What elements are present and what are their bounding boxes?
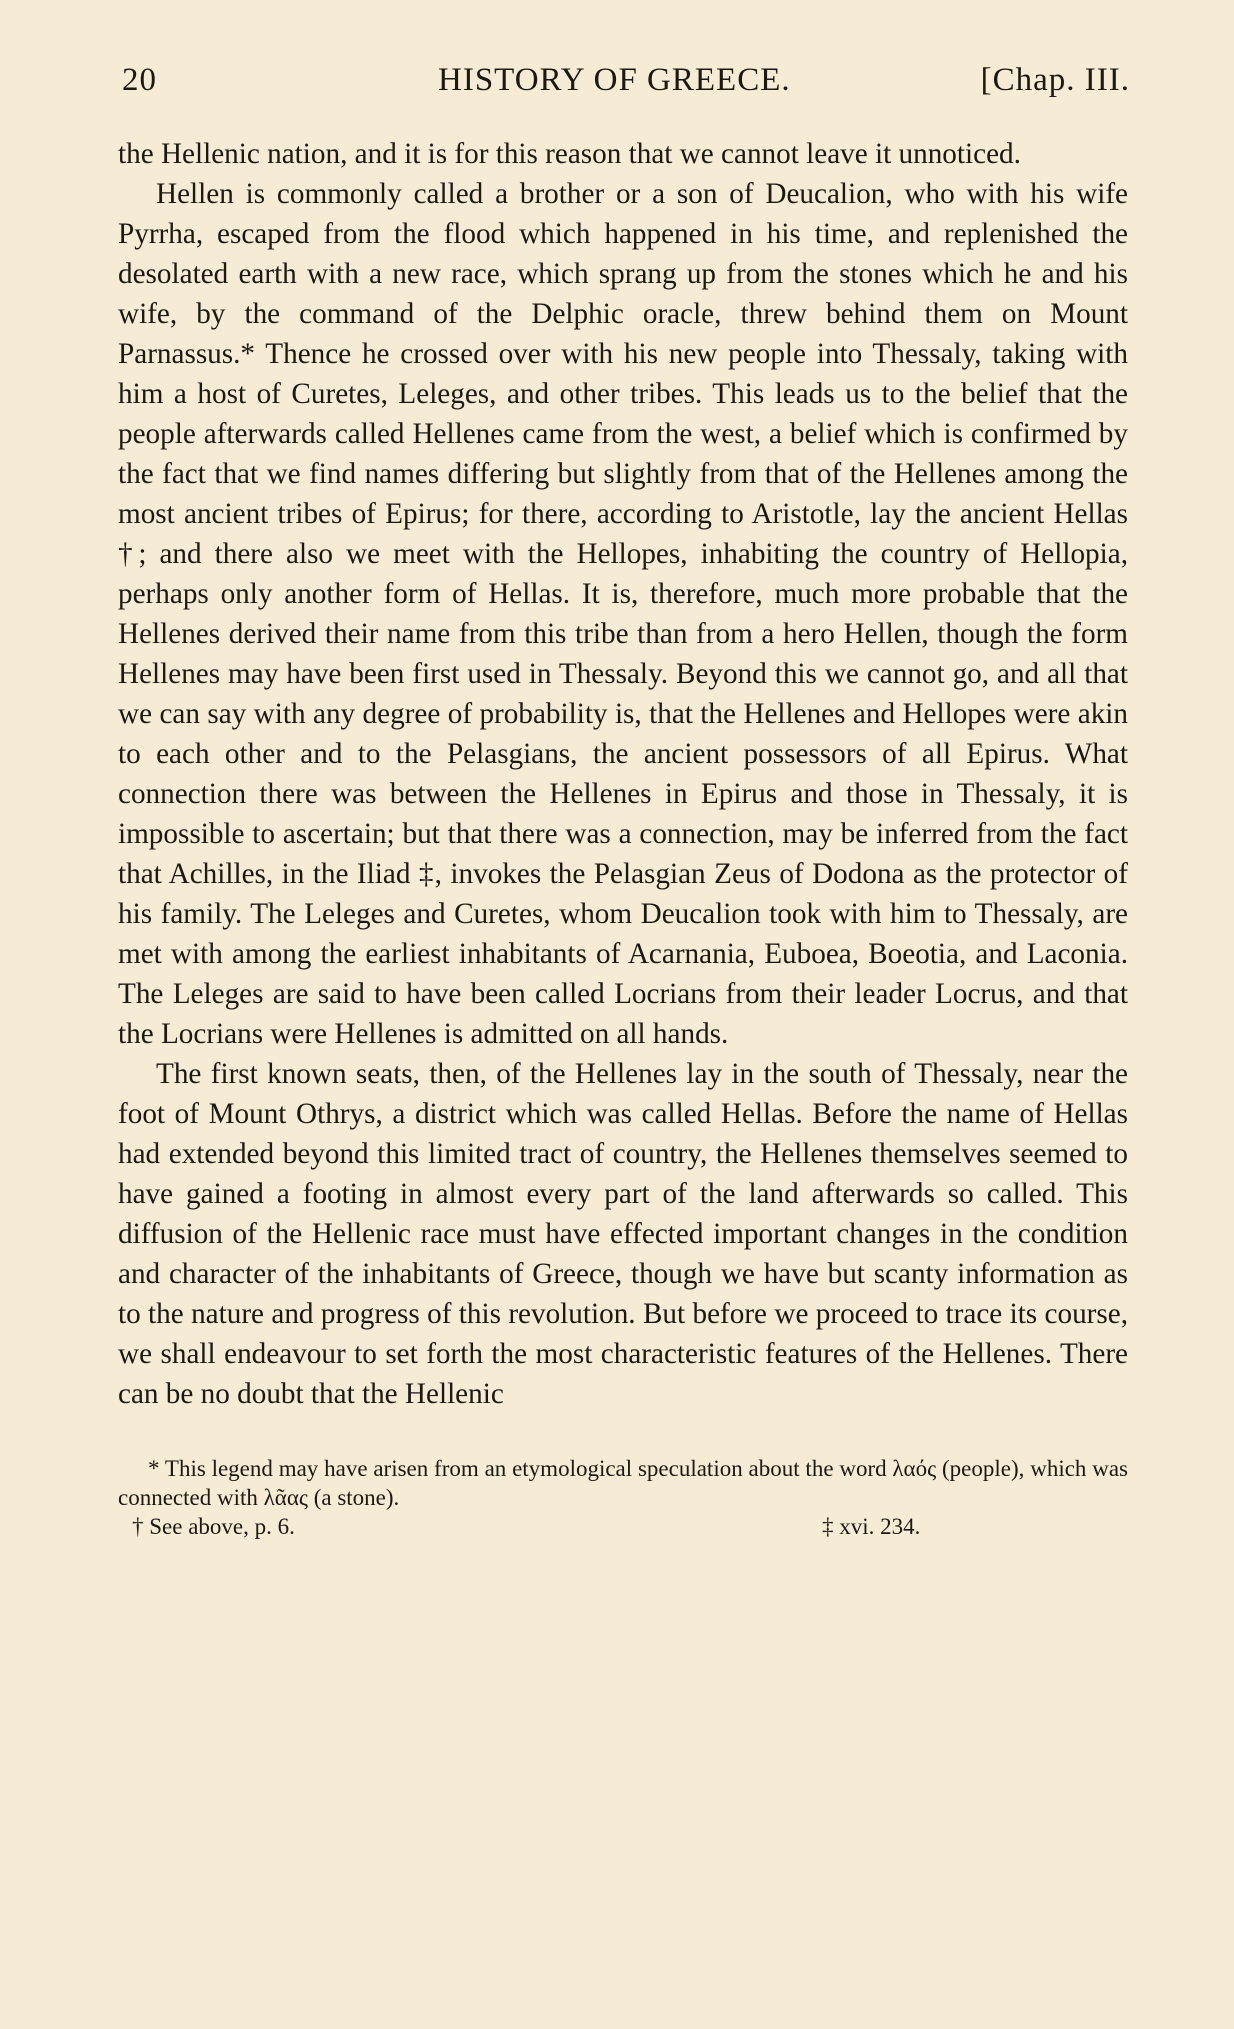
chapter-label: [Chap. III.: [980, 62, 1130, 98]
paragraph-hellen: Hellen is commonly called a brother or a son of Deucalion, who with his wife Pyrrha, escaped from the flood which happened in his time, and replenished the desolated earth with a new race, which sprang up from the stones which he and his wife, by the command of the Delphic oracle, threw behind them on Mount Parnassus.* Thence he crossed over with his new people into Thessaly, taking with him a host of Curetes, Leleges, and other tribes. This leads us to the belief that the people afterwards called Hellenes came from the west, a belief which is confirmed by the fact that we find names differing but slightly from that of the Hellenes among the most ancient tribes of Epirus; for there, according to Aristotle, lay the ancient Hellas †; and there also we meet with the Hellopes, inhabiting the country of Hellopia, perhaps only another form of Hellas. It is, therefore, much more probable that the Hellenes derived their name from this tribe than from a hero Hellen, though the form Hellenes may have been first used in Thessaly. Beyond this we cannot go, and all that we can say with any degree of probability is, that the Hellenes and Hellopes were akin to each other and to the Pelasgians, the ancient possessors of all Epirus. What connection there was between the Hellenes in Epirus and those in Thessaly, it is impossible to ascertain; but that there was a connection, may be inferred from the fact that Achilles, in the Iliad ‡, invokes the Pelasgian Zeus of Dodona as the protector of his family. The Leleges and Curetes, whom Deucalion took with him to Thessaly, are met with among the earliest inhabitants of Acarnania, Euboea, Boeotia, and Laconia. The Leleges are said to have been called Locrians from their leader Locrus, and that the Locrians were Hellenes is admitted on all hands.: [118, 178, 1128, 1050]
running-head: [118, 62, 1128, 110]
running-title: HISTORY OF GREECE.: [438, 62, 791, 98]
book-page: [118, 62, 1128, 1541]
paragraph-first-seats: The first known seats, then, of the Hellenes lay in the south of Thessaly, near the foot of Mount Othrys, a district which was called Hellas. Before the name of Hellas had extended beyond this limited tract of country, the Hellenes themselves seemed to have gained a footing in almost every part of the land afterwards so called. This diffusion of the Hellenic race must have effected important changes in the condition and character of the inhabitants of Greece, though we have but scanty information as to the nature and progress of this revolution. But before we proceed to trace its course, we shall endeavour to set forth the most characteristic features of the Hellenes. There can be no doubt that the Hellenic: [118, 1058, 1128, 1410]
footnote-iliad-ref: ‡ xvi. 234.: [822, 1514, 921, 1539]
footnote-see-above: † See above, p. 6.: [132, 1514, 295, 1539]
page-number: 20: [122, 62, 157, 98]
footnote-row: [118, 1512, 1128, 1541]
body-text: [118, 134, 1128, 1414]
paragraph-continued: the Hellenic nation, and it is for this reason that we cannot leave it unnoticed.: [118, 138, 1021, 170]
footnote-legend: * This legend may have arisen from an etymological speculation about the word λαός (people), which was connected with λᾶας (a stone).: [118, 1456, 1128, 1510]
footnotes: [118, 1454, 1128, 1541]
